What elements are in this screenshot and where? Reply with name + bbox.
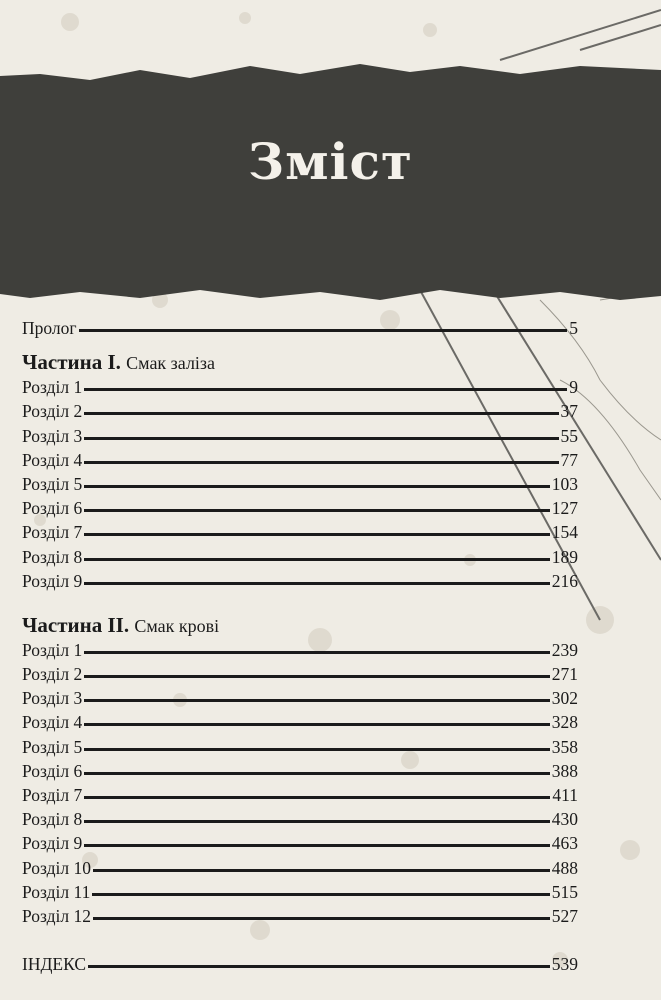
dot-leader — [84, 509, 549, 512]
toc-entry — [22, 640, 578, 664]
toc-entry-label: Розділ 2 — [22, 664, 83, 685]
spacer — [22, 595, 578, 605]
toc-entry-page: 5 — [569, 318, 578, 338]
toc-entry-page: 539 — [551, 954, 578, 975]
toc-entry-label: Розділ 11 — [22, 881, 91, 902]
toc-entry-page: 9 — [569, 377, 578, 398]
toc-entry-page: 463 — [551, 833, 578, 854]
dot-leader — [84, 772, 549, 775]
toc-entry — [22, 809, 578, 833]
toc-entry — [22, 522, 578, 546]
toc-entry — [22, 547, 578, 571]
toc-entry — [22, 571, 578, 595]
spacer — [22, 930, 578, 954]
toc-entry-label: Розділ 9 — [22, 570, 83, 591]
dot-leader — [92, 893, 549, 896]
toc-entry-page: 488 — [551, 857, 578, 878]
toc-entry-page: 411 — [552, 785, 578, 805]
dot-leader — [88, 965, 550, 968]
part-heading-1 — [22, 347, 578, 377]
toc-entry — [22, 712, 578, 736]
toc-entry-label: Розділ 5 — [22, 473, 83, 494]
dot-leader — [84, 461, 558, 464]
toc-entry-label: Розділ 2 — [22, 401, 83, 422]
dot-leader — [84, 388, 567, 391]
toc-entry — [22, 882, 578, 906]
part-subtitle: Смак крові — [134, 615, 220, 636]
table-of-contents — [22, 318, 578, 978]
dot-leader — [84, 651, 549, 654]
toc-entry-page: 55 — [560, 425, 578, 446]
toc-entry-page: 154 — [551, 522, 578, 543]
toc-entry-label: Розділ 3 — [22, 425, 83, 446]
toc-entry-page: 358 — [551, 736, 578, 757]
toc-entry-label: Розділ 12 — [22, 905, 92, 926]
toc-entry-label: Розділ 4 — [22, 449, 83, 470]
toc-entry — [22, 498, 578, 522]
part-heading-2 — [22, 610, 578, 640]
toc-entry — [22, 474, 578, 498]
dot-leader — [84, 844, 549, 847]
toc-entry — [22, 688, 578, 712]
toc-entry-prolog — [22, 318, 578, 342]
dot-leader — [84, 675, 549, 678]
toc-entry-label: Розділ 9 — [22, 833, 83, 854]
toc-entry-label: Розділ 1 — [22, 377, 83, 398]
toc-entry — [22, 906, 578, 930]
toc-entry-label: Розділ 7 — [22, 522, 83, 543]
toc-entry-label: ІНДЕКС — [22, 954, 87, 975]
toc-entry-label: Пролог — [22, 318, 77, 338]
toc-entry-label: Розділ 7 — [22, 785, 83, 805]
dot-leader — [84, 820, 549, 823]
dot-leader — [84, 558, 549, 561]
toc-entry-page: 216 — [551, 570, 578, 591]
toc-entry-label: Розділ 10 — [22, 857, 92, 878]
toc-entry-label: Розділ 8 — [22, 809, 83, 830]
dot-leader — [84, 796, 550, 799]
dot-leader — [84, 723, 549, 726]
toc-entry — [22, 785, 578, 809]
dot-leader — [93, 869, 550, 872]
part-title: Частина II. — [22, 612, 130, 637]
part-subtitle: Смак заліза — [126, 353, 216, 374]
toc-entry — [22, 833, 578, 857]
toc-entry-page: 103 — [551, 473, 578, 494]
toc-entry-page: 388 — [551, 760, 578, 781]
toc-entry-page: 127 — [551, 498, 578, 519]
toc-entry-page: 77 — [560, 449, 578, 470]
toc-entry-label: Розділ 3 — [22, 688, 83, 709]
dot-leader — [79, 329, 568, 332]
toc-entry — [22, 401, 578, 425]
toc-entry-label: Розділ 8 — [22, 546, 83, 567]
toc-entry-index — [22, 954, 578, 978]
toc-entry-label: Розділ 6 — [22, 498, 83, 519]
toc-entry-page: 239 — [551, 639, 578, 660]
toc-entry-page: 527 — [551, 905, 578, 926]
dot-leader — [84, 699, 549, 702]
dot-leader — [93, 917, 550, 920]
toc-entry — [22, 664, 578, 688]
toc-entry-page: 189 — [551, 546, 578, 567]
toc-entry — [22, 426, 578, 450]
dot-leader — [84, 485, 549, 488]
page-title: Зміст — [248, 132, 413, 191]
toc-entry-page: 328 — [551, 712, 578, 733]
toc-entry-label: Розділ 4 — [22, 712, 83, 733]
toc-entry-label: Розділ 1 — [22, 639, 83, 660]
dot-leader — [84, 437, 558, 440]
dot-leader — [84, 582, 549, 585]
toc-entry-page: 515 — [551, 881, 578, 902]
toc-entry — [22, 858, 578, 882]
dot-leader — [84, 412, 558, 415]
dot-leader — [84, 748, 549, 751]
toc-entry-page: 302 — [551, 688, 578, 709]
toc-entry-page: 37 — [560, 401, 578, 422]
part-title: Частина I. — [22, 350, 121, 375]
toc-entry-label: Розділ 5 — [22, 736, 83, 757]
toc-entry-label: Розділ 6 — [22, 760, 83, 781]
toc-entry — [22, 761, 578, 785]
toc-entry-page: 430 — [551, 809, 578, 830]
toc-entry — [22, 737, 578, 761]
toc-entry — [22, 450, 578, 474]
dot-leader — [84, 533, 549, 536]
toc-entry-page: 271 — [551, 664, 578, 685]
toc-entry — [22, 377, 578, 401]
